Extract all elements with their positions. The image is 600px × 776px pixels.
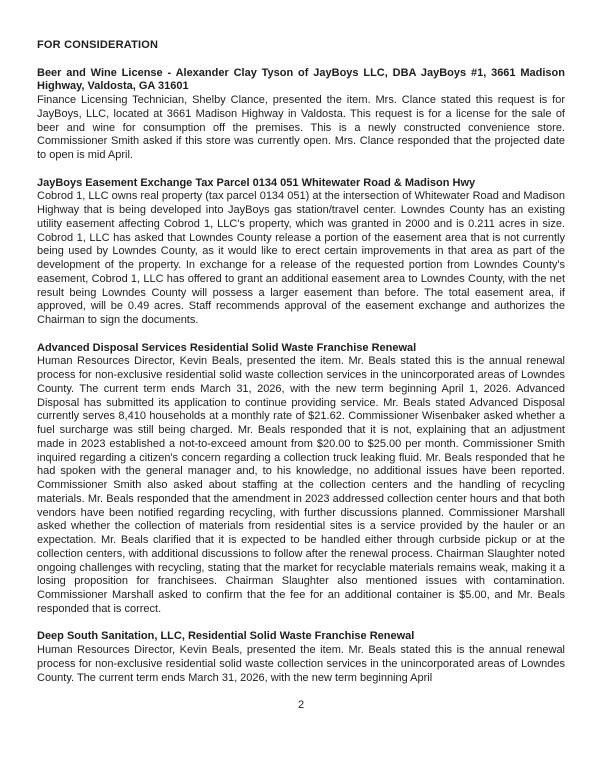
section-jayboys-easement bbox=[37, 177, 565, 328]
page-title: FOR CONSIDERATION bbox=[37, 39, 159, 51]
section-body-beer-wine-license: Finance Licensing Technician, Shelby Clance, presented the item. Mrs. Clance stated this request is for JayBoys, LLC, located at 3661 Madison Highway in Valdosta. This request is for a license for the sale of beer and wine for consumption off the premises. This is a newly constructed convenience store. Commissioner Smith asked if this store was currently open. Mrs. Clance responded that the projected date to open is mid April. bbox=[37, 94, 565, 161]
section-heading-beer-wine-license: Beer and Wine License - Alexander Clay Tyson of JayBoys LLC, DBA JayBoys #1, 3661 Madison Highway, Valdosta, GA 31601 bbox=[37, 66, 565, 93]
section-advanced-disposal bbox=[37, 342, 565, 617]
section-heading-deep-south-sanitation: Deep South Sanitation, LLC, Residential Solid Waste Franchise Renewal bbox=[37, 630, 415, 643]
section-body-jayboys-easement: Cobrod 1, LLC owns real property (tax parcel 0134 051) at the intersection of Whitewater Road and Madison Highway that is being developed into JayBoys gas station/travel center. Lowndes County has an existing utility easement affecting Cobrod 1, LLC's property, which was granted in 2000 and is 0.211 acres in size. Cobrod 1, LLC has asked that Lowndes County release a portion of the easement area that is not currently being used by Lowndes County, as it would like to erect certain improvements in that area as part of the development of the property. In exchange for a release of the requested portion from Lowndes County's easement, Cobrod 1, LLC has offered to grant an additional easement area to Lowndes County, with the net result being Lowndes County will possess a larger easement than before. The total easement area, if approved, will be 0.49 acres. Staff recommends approval of the easement exchange and authorizes the Chairman to sign the documents. bbox=[37, 190, 565, 326]
section-deep-south-sanitation bbox=[37, 630, 565, 685]
section-body-advanced-disposal: Human Resources Director, Kevin Beals, presented the item. Mr. Beals stated this is the annual renewal process for non-exclusive residential solid waste collection services in the unincorporated areas of Lowndes County. The current term ends March 31, 2026, with the new term beginning April 1, 2026. Advanced Disposal has submitted its application to continue providing service. Mr. Beals stated Advanced Disposal currently serves 8,410 households at a monthly rate of $21.62. Commissioner Wisenbaker asked whether a fuel surcharge was still being charged. Mr. Beals responded that it is not, explaining that an adjustment made in 2023 established a not-to-exceed amount from $20.00 to $25.00 per month. Commissioner Smith inquired regarding a citizen's concern regarding a collection truck leaking fluid. Mr. Beals responded that he had spoken with the general manager and, to his knowledge, no additional issues have been reported. Commissioner Smith also asked about staffing at the collection centers and the handling of recycling materials. Mr. Beals responded that the amendment in 2023 addressed collection center hours and that both vendors have been notified regarding recycling, with further discussions planned. Commissioner Marshall asked whether the collection of materials from residential sites is a service provided by the hauler or an expectation. Mr. Beals clarified that it is expected to be handled either through curbside pickup or at the collection centers, with additional discussions to follow after the renewal process. Chairman Slaughter noted ongoing challenges with recycling, stating that the market for recyclable materials remains weak, making it a losing proposition for franchisees. Chairman Slaughter also mentioned issues with contamination. Commissioner Marshall asked to confirm that the fee for an additional container is $5.00, and Mr. Beals responded that is correct. bbox=[37, 355, 565, 615]
section-beer-wine-license bbox=[37, 67, 565, 163]
section-body-deep-south-sanitation: Human Resources Director, Kevin Beals, presented the item. Mr. Beals stated this is the annual renewal process for non-exclusive residential solid waste collection services in the unincorporated areas of Lowndes County. The current term ends March 31, 2026, with the new term beginning April bbox=[37, 644, 565, 684]
section-heading-advanced-disposal: Advanced Disposal Services Residential Solid Waste Franchise Renewal bbox=[37, 341, 417, 354]
section-heading-jayboys-easement: JayBoys Easement Exchange Tax Parcel 0134 051 Whitewater Road & Madison Hwy bbox=[37, 176, 476, 189]
page-number: 2 bbox=[297, 699, 305, 711]
